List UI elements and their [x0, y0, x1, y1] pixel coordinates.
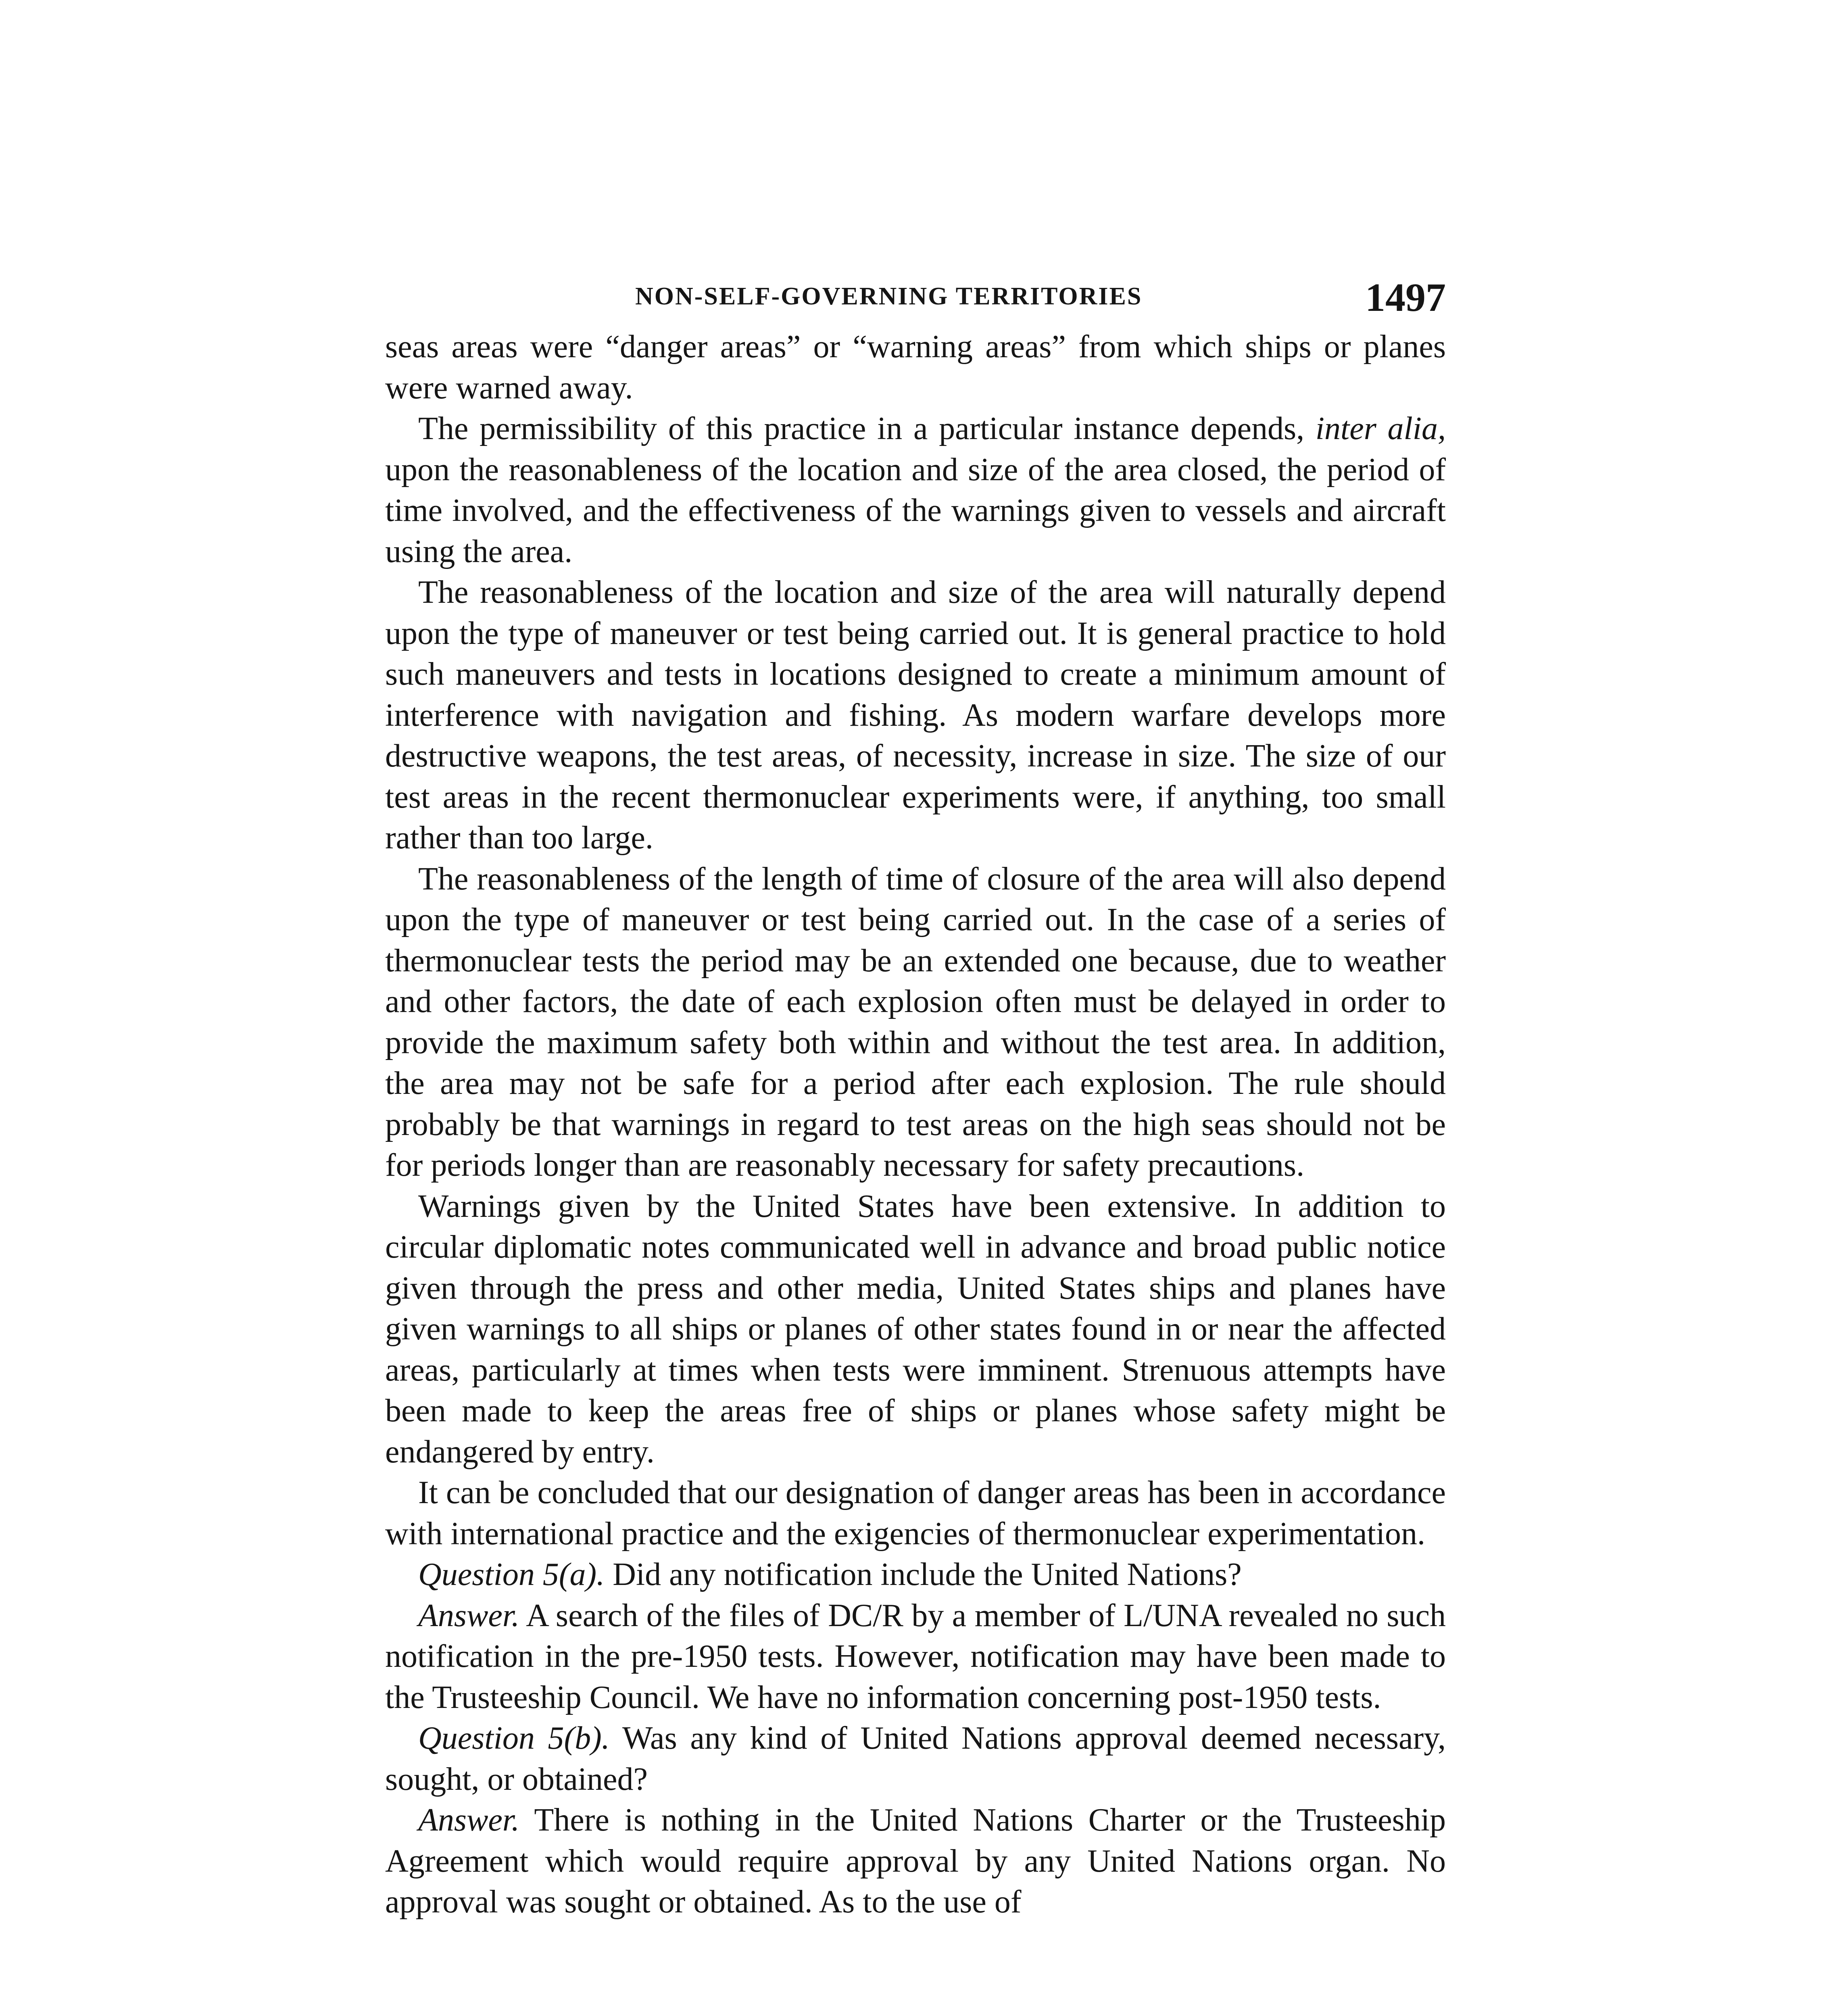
paragraph-text-lead: The permissibility of this practice in a particular instance depends, — [418, 411, 1316, 446]
question-label: Question 5(b). — [418, 1720, 610, 1756]
answer-label: Answer. — [418, 1597, 520, 1633]
paragraph-conclusion — [385, 1472, 1446, 1554]
paragraph-answer-5a — [385, 1595, 1446, 1718]
paragraph-text: It can be concluded that our designation of danger areas has been in accordance with international practice and the exigencies of thermonuclear experimentation. — [385, 1475, 1446, 1552]
paragraph-answer-5b — [385, 1800, 1446, 1923]
paragraph-text: The reasonableness of the length of time of closure of the area will also depend upon the type of maneuver or test being carried out. In the case of a series of thermonuclear tests the period may be an extended one because, due to weather and other factors, the date of each explosion often must be delayed in order to provide the maximum safety both within and without the test area. In addition, the area may not be safe for a period after each explosion. The rule should probably be that warnings in regard to test areas on the high seas should not be for periods longer than are reasonably necessary for safety precautions. — [385, 861, 1446, 1183]
page-number: 1497 — [1365, 275, 1446, 320]
paragraph-permissibility — [385, 408, 1446, 572]
paragraph-continuation — [385, 327, 1446, 408]
question-text: Was any kind of United Nations approval deemed necessary, sought, or obtained? — [385, 1720, 1446, 1797]
paragraph-location-size — [385, 572, 1446, 859]
answer-text: A search of the files of DC/R by a member of L/UNA revealed no such notification in the pre-1950 tests. However, notification may have been made to the Trusteeship Council. We have no information concerning post-1950 tests. — [385, 1597, 1446, 1715]
paragraph-question-5b — [385, 1718, 1446, 1800]
question-text: Did any notification include the United Nations? — [605, 1557, 1242, 1592]
body-text — [385, 327, 1446, 1923]
paragraph-text: Warnings given by the United States have been extensive. In addition to circular diplomatic notes communicated well in advance and broad public notice given through the press and other media, United States ships and planes have given warnings to all ships or planes of other states found in or near the affected areas, particularly at times when tests were imminent. Strenuous attempts have been made to keep the areas free of ships or planes whose safety might be endangered by entry. — [385, 1188, 1446, 1470]
paragraph-text-rest: upon the reasonableness of the location and size of the area closed, the period of time involved, and the effectiveness of the warnings given to vessels and aircraft using the area. — [385, 452, 1446, 569]
paragraph-text: The reasonableness of the location and size of the area will naturally depend upon the type of maneuver or test being carried out. It is general practice to hold such maneuvers and tests in locations designed to create a minimum amount of interference with navigation and fishing. As modern warfare develops more destructive weapons, the test areas, of necessity, increase in size. The size of our test areas in the recent thermonuclear experiments were, if anything, too small rather than too large. — [385, 575, 1446, 856]
answer-label: Answer. — [418, 1802, 520, 1838]
paragraph-text: seas areas were “danger areas” or “warning areas” from which ships or planes were warned away. — [385, 329, 1446, 406]
running-title: NON-SELF-GOVERNING TERRITORIES — [635, 283, 1143, 310]
document-page — [385, 274, 1446, 1923]
question-label: Question 5(a). — [418, 1557, 605, 1592]
paragraph-time-closure — [385, 859, 1446, 1186]
running-header — [385, 274, 1446, 327]
answer-text: There is nothing in the United Nations Charter or the Trusteeship Agreement which would require approval by any United Nations organ. No approval was sought or obtained. As to the use of — [385, 1802, 1446, 1920]
paragraph-italic-phrase: inter alia, — [1315, 411, 1446, 446]
paragraph-question-5a — [385, 1554, 1446, 1595]
paragraph-warnings — [385, 1186, 1446, 1473]
